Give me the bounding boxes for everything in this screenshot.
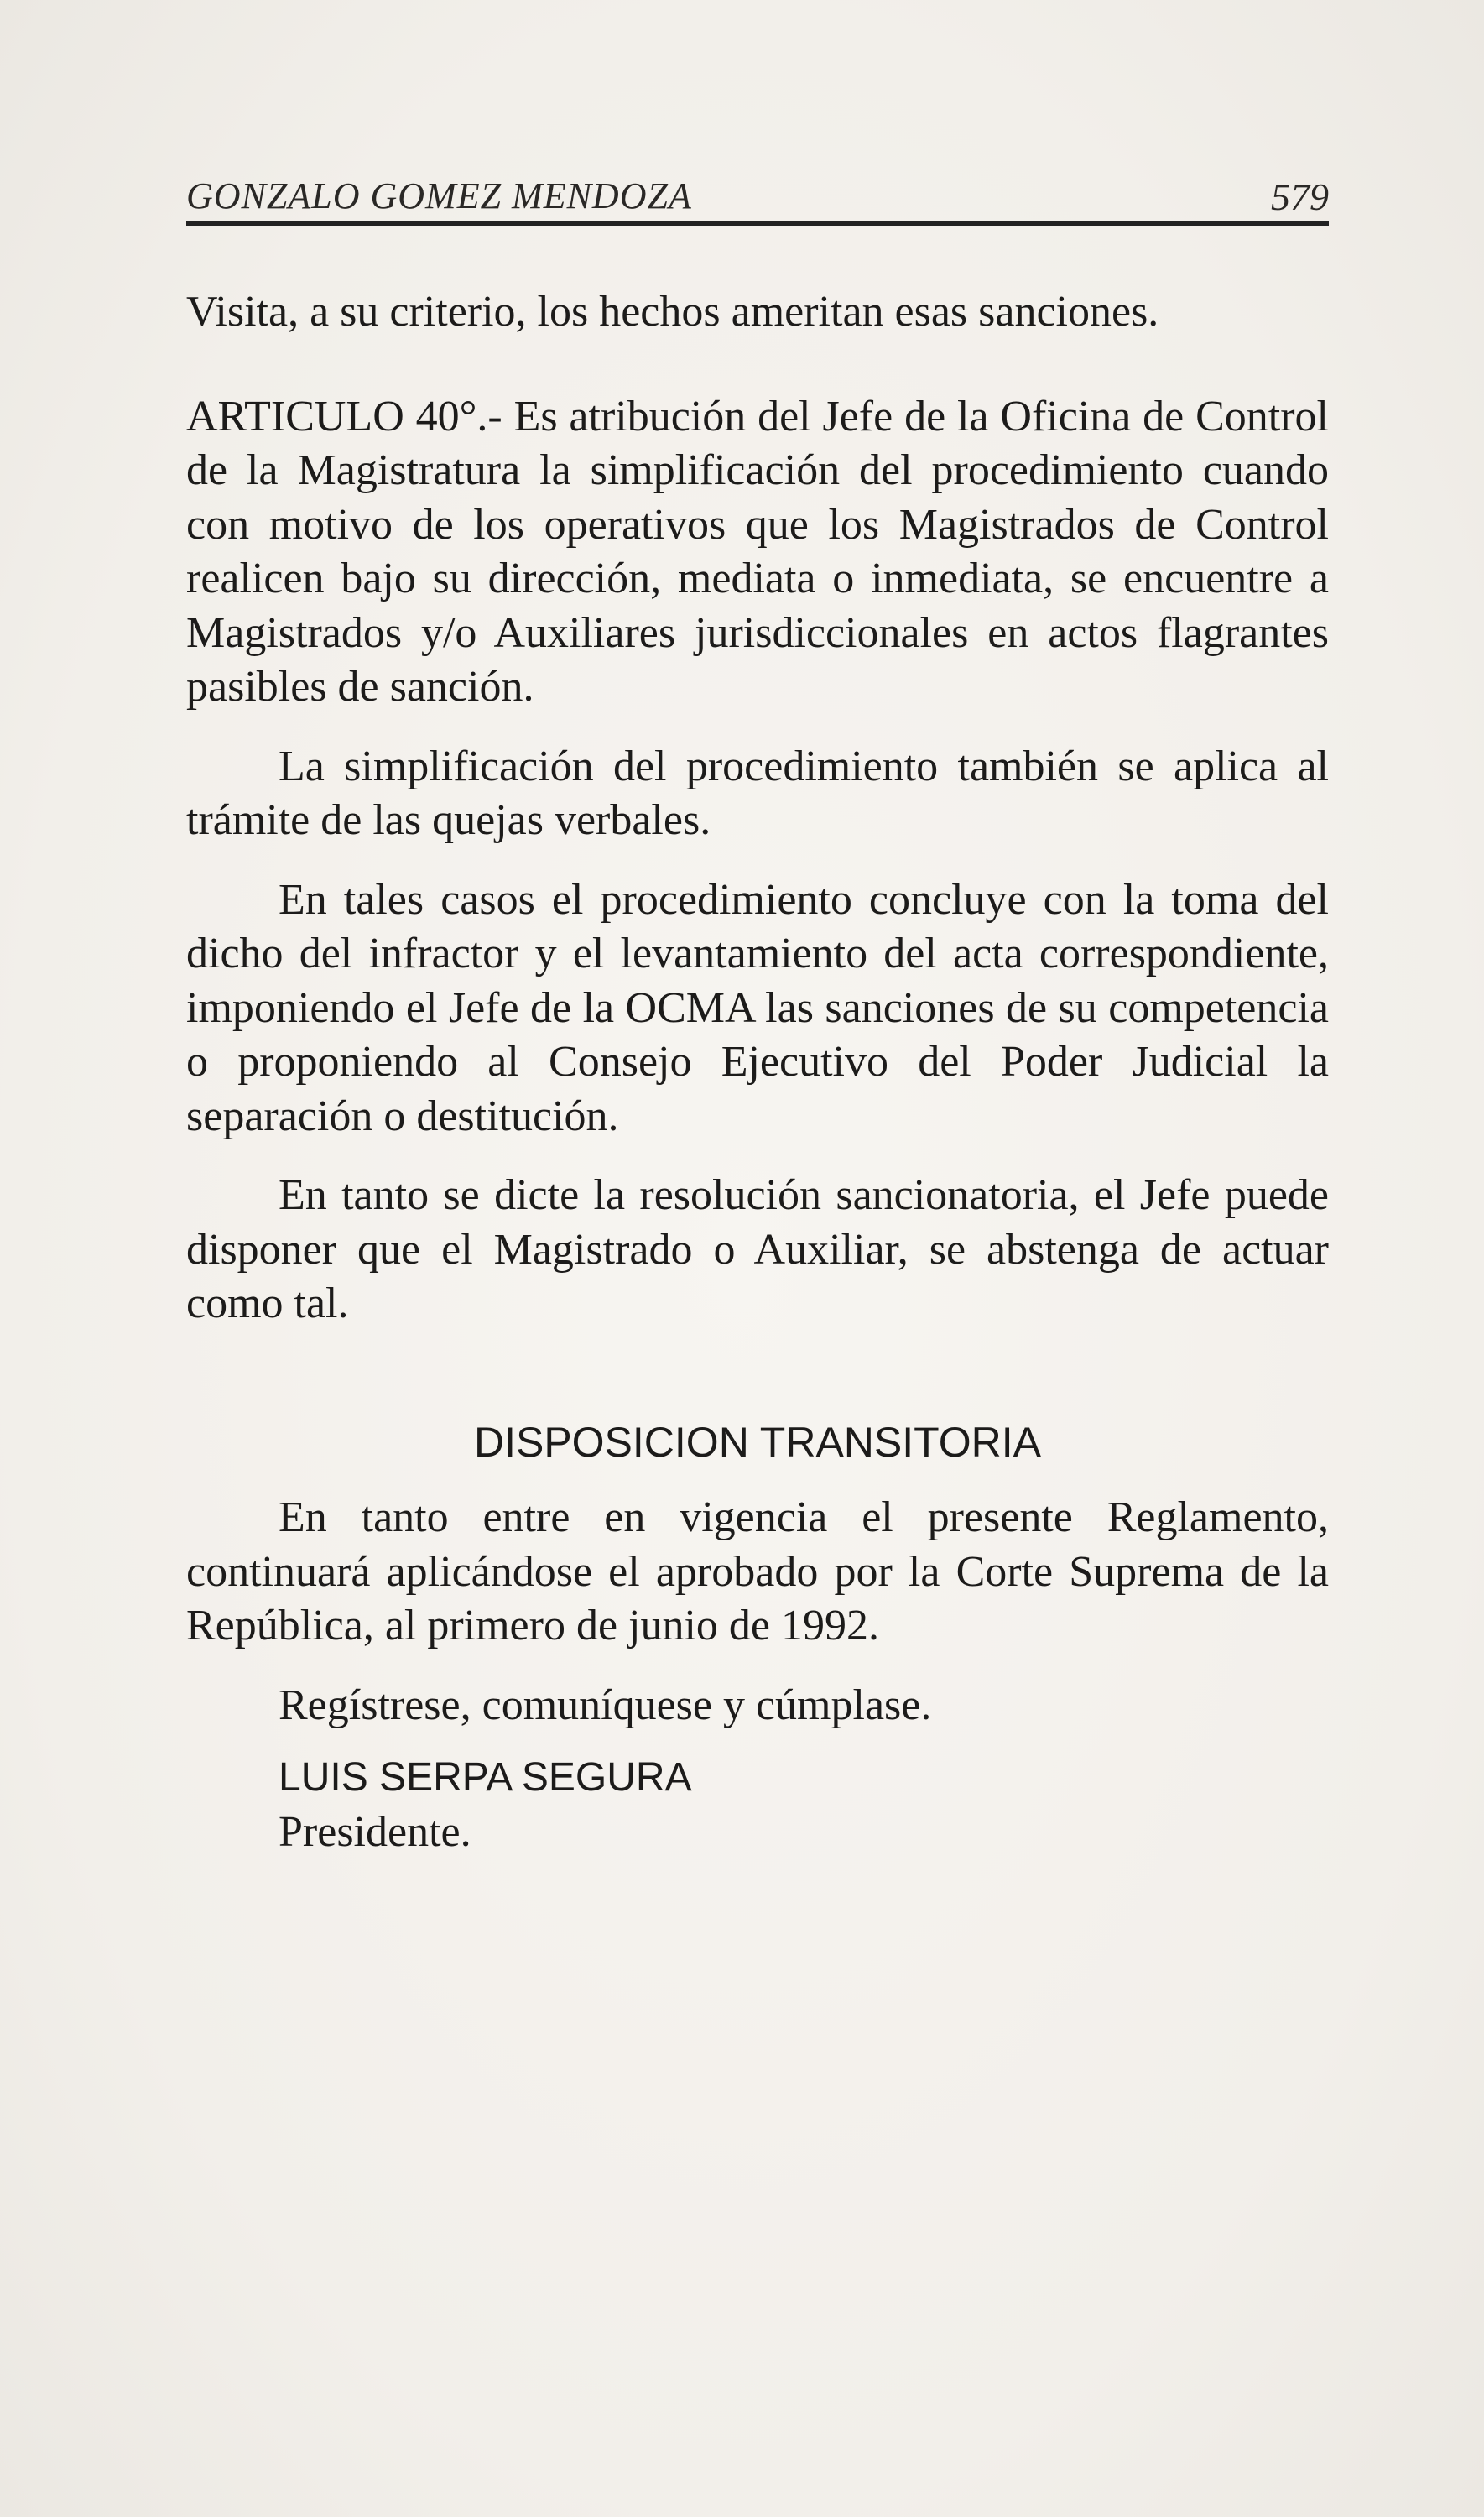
closing-formula: Regístrese, comuníquese y cúmplase. — [279, 1681, 932, 1729]
article-40-paragraph: ARTICULO 40°.- Es atribución del Jefe de la Oficina de Control de la Magistratura la simplificación del procedimiento cuando con motivo de los operativos que los Magistrados de Control realicen bajo su dirección, mediata o inmediata, se encuentre a Magistrados y/o Auxiliares jurisdiccionales en actos flagrantes pasibles de sanción. — [186, 392, 1329, 711]
header-author: GONZALO GOMEZ MENDOZA — [186, 175, 692, 216]
page-body — [186, 285, 1329, 1859]
paragraph-continued: Visita, a su criterio, los hechos ameritan esas sanciones. — [186, 288, 1159, 336]
transitory-paragraph: En tanto entre en vigencia el presente Reglamento, continuará aplicándose el aprobado por la Corte Suprema de la República, al primero de junio de 1992. — [186, 1493, 1329, 1649]
running-header — [186, 168, 1329, 218]
closing-block — [186, 1679, 1329, 1860]
paragraph-procedure: En tales casos el procedimiento concluye con la toma del dicho del infractor y el levantamiento del acta correspondiente, imponiendo el Jefe de la OCMA las sanciones de su competencia o proponiendo al Consejo Ejecutivo del Poder Judicial la separación o destitución. — [186, 875, 1329, 1140]
paragraph-resolution: En tanto se dicte la resolución sancionatoria, el Jefe puede disponer que el Magistrado o Auxiliar, se abstenga de actuar como tal. — [186, 1171, 1329, 1327]
header-rule — [186, 221, 1329, 226]
paragraph-simplification: La simplificación del procedimiento también se aplica al trámite de las quejas verbales. — [186, 742, 1329, 844]
signer-name: LUIS SERPA SEGURA — [279, 1755, 692, 1800]
page-number: 579 — [1271, 175, 1329, 218]
section-heading: DISPOSICION TRANSITORIA — [473, 1418, 1042, 1466]
signer-title: Presidente. — [279, 1807, 471, 1856]
